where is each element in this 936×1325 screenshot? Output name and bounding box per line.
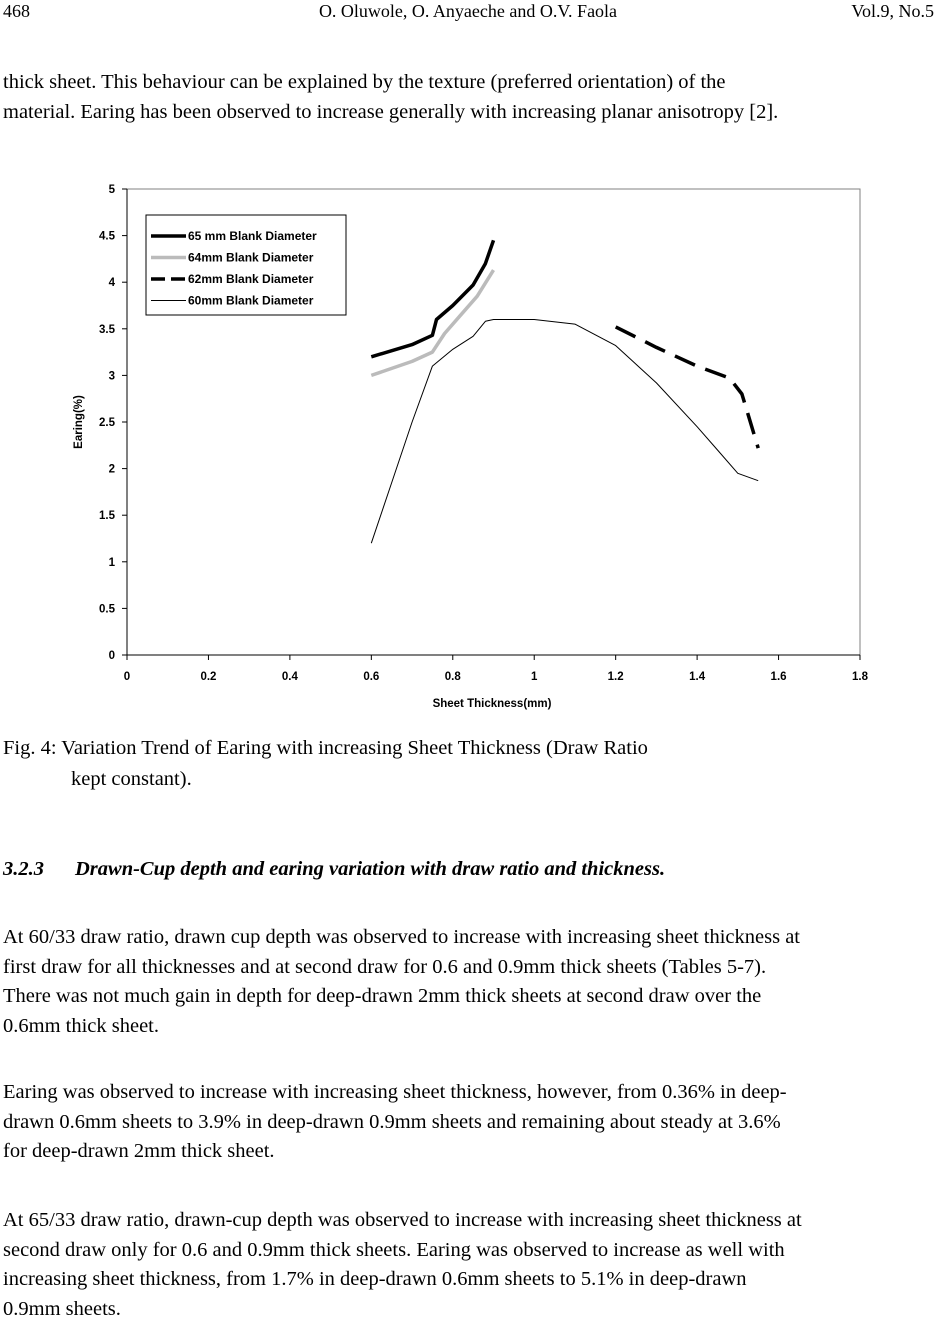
y-tick-label: 1.5 [99,510,115,523]
caption-line-1: Fig. 4: Variation Trend of Earing with increasing Sheet Thickness (Draw Ratio [3,737,648,759]
page-number: 468 [3,1,30,21]
x-tick-label: 1.6 [770,671,787,683]
section-heading [3,858,665,881]
text-line: thick sheet. This behaviour can be explained by the texture (preferred orientation) of the [3,71,726,93]
paragraph-3 [3,1206,936,1324]
figure-caption [3,733,648,795]
x-tick-label: 0.4 [281,671,298,683]
x-tick-label: 1 [531,671,538,683]
earing-chart [0,170,936,720]
intro-paragraph [3,68,936,127]
text-line: second draw only for 0.6 and 0.9mm thick sheets. Earing was observed to increase as well with [3,1238,785,1261]
x-tick-label: 1.2 [607,671,624,683]
paragraph-2 [3,1078,936,1167]
x-tick-label: 1.4 [689,671,706,683]
text-line: for deep-drawn 2mm thick sheet. [3,1140,275,1162]
x-tick-label: 0 [123,671,131,683]
y-tick-label: 1 [108,556,115,569]
x-tick-label: 0.2 [200,671,217,683]
running-header-authors: O. Oluwole, O. Anyaeche and O.V. Faola [318,1,618,21]
text-line: At 60/33 draw ratio, drawn cup depth was observed to increase with increasing sheet thickness at [3,926,800,948]
y-tick-label: 4.5 [99,230,115,243]
y-axis-label: Earing(%) [73,395,85,449]
x-axis-label: Sheet Thickness(mm) [432,698,552,710]
series-line-62mm-blank-diameter [616,327,759,448]
legend-label: 65 mm Blank Diameter [188,229,317,243]
legend-label: 62mm Blank Diameter [188,272,314,286]
y-tick-label: 5 [108,184,115,196]
text-line: 0.9mm sheets. [3,1297,121,1320]
y-tick-label: 3 [108,370,115,383]
y-tick-label: 2.5 [99,417,115,429]
legend-label: 64mm Blank Diameter [188,250,314,265]
series-line-64mm-blank-diameter [371,270,493,375]
y-tick-label: 3.5 [99,323,115,336]
legend-label: 60mm Blank Diameter [188,293,314,308]
y-tick-label: 0 [108,650,115,662]
running-header-volume: Vol.9, No.5 [851,1,934,21]
y-tick-label: 2 [108,463,115,476]
text-line: There was not much gain in depth for deep-drawn 2mm thick sheets at second draw over the [3,985,762,1007]
section-number: 3.2.3 [3,858,44,880]
paragraph-1 [3,923,936,1041]
y-tick-label: 0.5 [99,603,115,616]
caption-line-2: kept constant). [71,768,192,790]
x-tick-label: 0.6 [363,671,380,683]
text-line: drawn 0.6mm sheets to 3.9% in deep-drawn 0.9mm sheets and remaining about steady at 3.6% [3,1110,781,1133]
text-line: first draw for all thicknesses and at second draw for 0.6 and 0.9mm thick sheets (Tables 5-7). [3,955,767,978]
text-line: material. Earing has been observed to increase generally with increasing planar anisotropy [2]. [3,100,779,123]
text-line: At 65/33 draw ratio, drawn-cup depth was observed to increase with increasing sheet thickness at [3,1209,802,1231]
text-line: 0.6mm thick sheet. [3,1014,160,1037]
x-tick-label: 1.8 [852,671,868,683]
section-title: Drawn-Cup depth and earing variation with draw ratio and thickness. [75,858,666,880]
text-line: Earing was observed to increase with increasing sheet thickness, however, from 0.36% in deep- [3,1081,787,1103]
y-tick-label: 4 [108,277,115,290]
x-tick-label: 0.8 [444,671,461,683]
text-line: increasing sheet thickness, from 1.7% in deep-drawn 0.6mm sheets to 5.1% in deep-drawn [3,1268,747,1290]
